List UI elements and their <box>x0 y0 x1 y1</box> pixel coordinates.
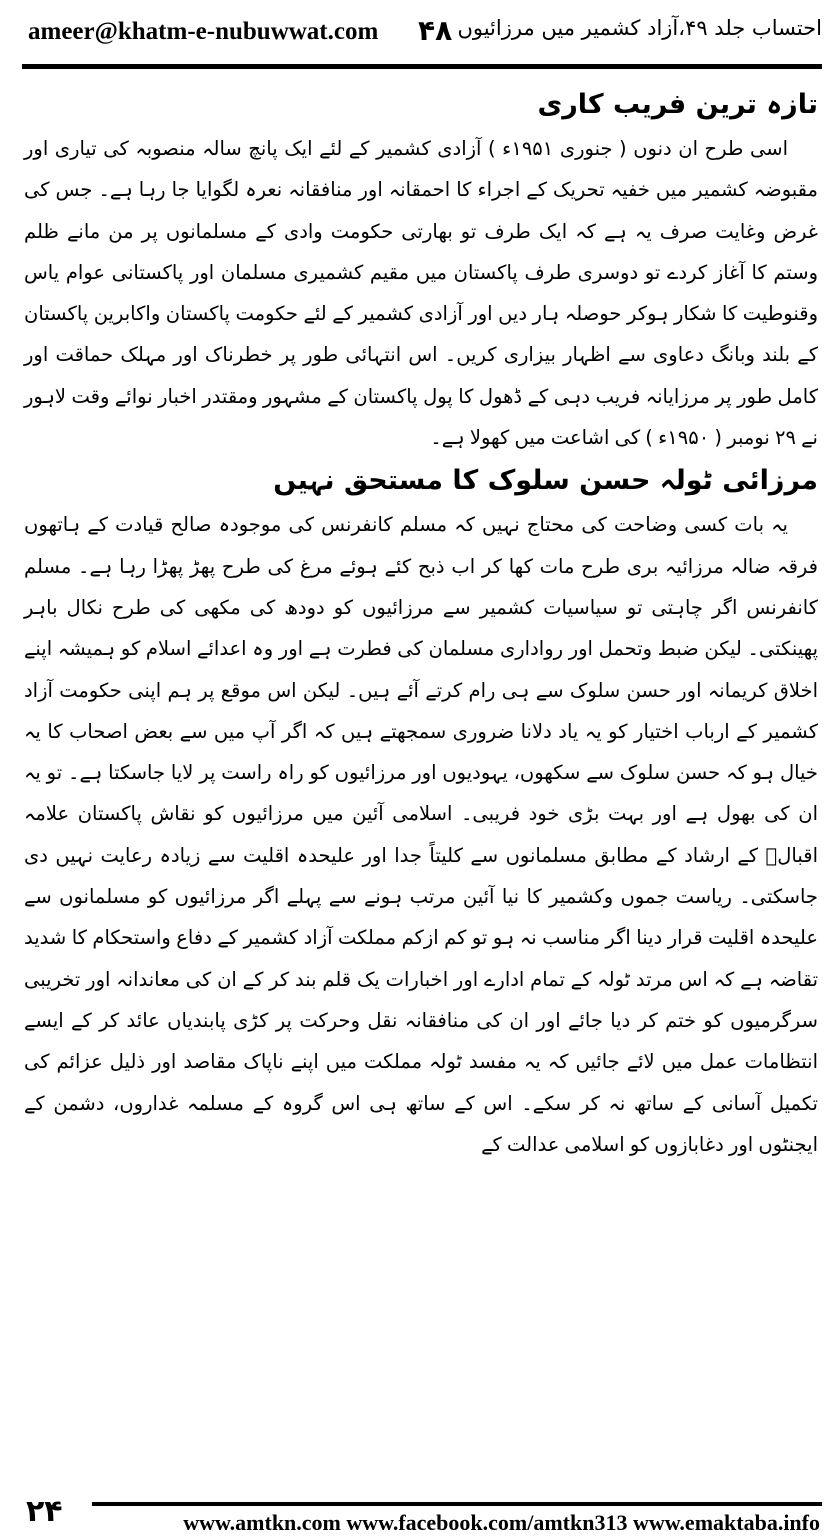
article-body <box>24 82 818 1165</box>
page-footer <box>0 1494 840 1540</box>
section-heading-latest-deception: تازہ ترین فریب کاری <box>537 89 818 120</box>
footer-divider <box>92 1502 822 1506</box>
section-paragraph-latest-deception: اسی طرح ان دنوں ( جنوری ۱۹۵۱ء ) آزادی کشمیر کے لئے ایک پانچ سالہ منصوبہ کی تیاری اور مقبوضہ کشمیر میں خفیہ تحریک کے اجراء کا احمقانہ اور منافقانہ نعرہ لگوایا جا رہا ہے۔ جس کی غرض وغایت صرف یہ ہے کہ ایک طرف تو بھارتی حکومت وادی کے مسلمانوں پر من مانے ظلم وستم کا آغاز کردے تو دوسری طرف پاکستان میں مقیم کشمیری مسلمان اور پاکستانی عوام یاس وقنوطیت کا شکار ہوکر حوصلہ ہار دیں اور آزادی کشمیر کے لئے حکومت پاکستان واکابرین پاکستان کے بلند وبانگ دعاوی سے اظہار بیزاری کریں۔ اس انتہائی طور پر خطرناک اور مہلک حماقت اور کامل طور پر مرزایانہ فریب دہی کے ڈھول کا پول پاکستان کے مشہور ومقتدر اخبار نوائے وقت لاہور نے ۲۹ نومبر ( ۱۹۵۰ء ) کی اشاعت میں کھولا ہے۔ <box>24 137 818 450</box>
header-running-title: احتساب جلد ۴۹،آزاد کشمیر میں مرزائیوں <box>457 16 822 40</box>
page-header <box>28 14 822 54</box>
header-email: ameer@khatm-e-nubuwwat.com <box>28 18 379 45</box>
footer-page-number: ۲۴ <box>26 1494 63 1529</box>
footer-links: www.amtkn.com www.facebook.com/amtkn313 www.emaktaba.info <box>183 1510 820 1535</box>
header-divider <box>22 64 822 69</box>
section-paragraph-mirzai-group: یہ بات کسی وضاحت کی محتاج نہیں کہ مسلم کانفرنس کی موجودہ صالح قیادت کے ہاتھوں فرقہ ضالہ مرزائیہ بری طرح مات کھا کر اب ذبح کئے ہوئے مرغ کی طرح پھڑ پھڑا رہا ہے۔ مسلم کانفرنس اگر چاہتی تو سیاسیات کشمیر سے مرزائیوں کو دودھ کی مکھی کی طرح نکال باہر پھینکتی۔ لیکن ضبط وتحمل اور رواداری مسلمان کی فطرت ہے اور وہ اعدائے اسلام کو ہمیشہ اپنے اخلاق کریمانہ اور حسن سلوک سے ہی رام کرتے آئے ہیں۔ لیکن اس موقع پر ہم اپنی حکومت آزاد کشمیر کے ارباب اختیار کو یہ یاد دلانا ضروری سمجھتے ہیں کہ اگر آپ میں سے بعض اصحاب کا یہ خیال ہو کہ حسن سلوک سے سکھوں، یہودیوں اور مرزائیوں کو راہ راست پر لایا جاسکتا ہے۔ تو یہ ان کی بھول ہے اور بہت بڑی خود فریبی۔ اسلامی آئین میں مرزائیوں کو نقاش پاکستان علامہ اقبالؒ کے ارشاد کے مطابق مسلمانوں سے کلیتاً جدا اور علیحدہ اقلیت سے زیادہ رعایت نہیں دی جاسکتی۔ ریاست جموں وکشمیر کا نیا آئین مرتب ہونے سے پہلے اگر مرزائیوں کو مسلمانوں سے علیحدہ اقلیت قرار دینا اگر مناسب نہ ہو تو کم ازکم مملکت آزاد کشمیر کے دفاع واستحکام کا شدید تقاضہ ہے کہ اس مرتد ٹولہ کے تمام ادارے اور اخبارات یک قلم بند کر کے ان کی معاندانہ اور تخریبی سرگرمیوں کو ختم کر دیا جائے اور ان کی منافقانہ نقل وحرکت پر کڑی پابندیاں عائد کر کے ایسے انتظامات عمل میں لائے جائیں کہ یہ مفسد ٹولہ مملکت میں اپنے ناپاک مقاصد اور ذلیل عزائم کی تکمیل آسانی کے ساتھ نہ کر سکے۔ اس کے ساتھ ہی اس گروہ کے مسلمہ غداروں، دشمن کے ایجنٹوں اور دغابازوں کو اسلامی عدالت کے <box>24 513 818 1156</box>
header-page-number: ۴۸ <box>418 14 453 47</box>
section-heading-mirzai-group: مرزائی ٹولہ حسن سلوک کا مستحق نہیں <box>273 465 818 497</box>
